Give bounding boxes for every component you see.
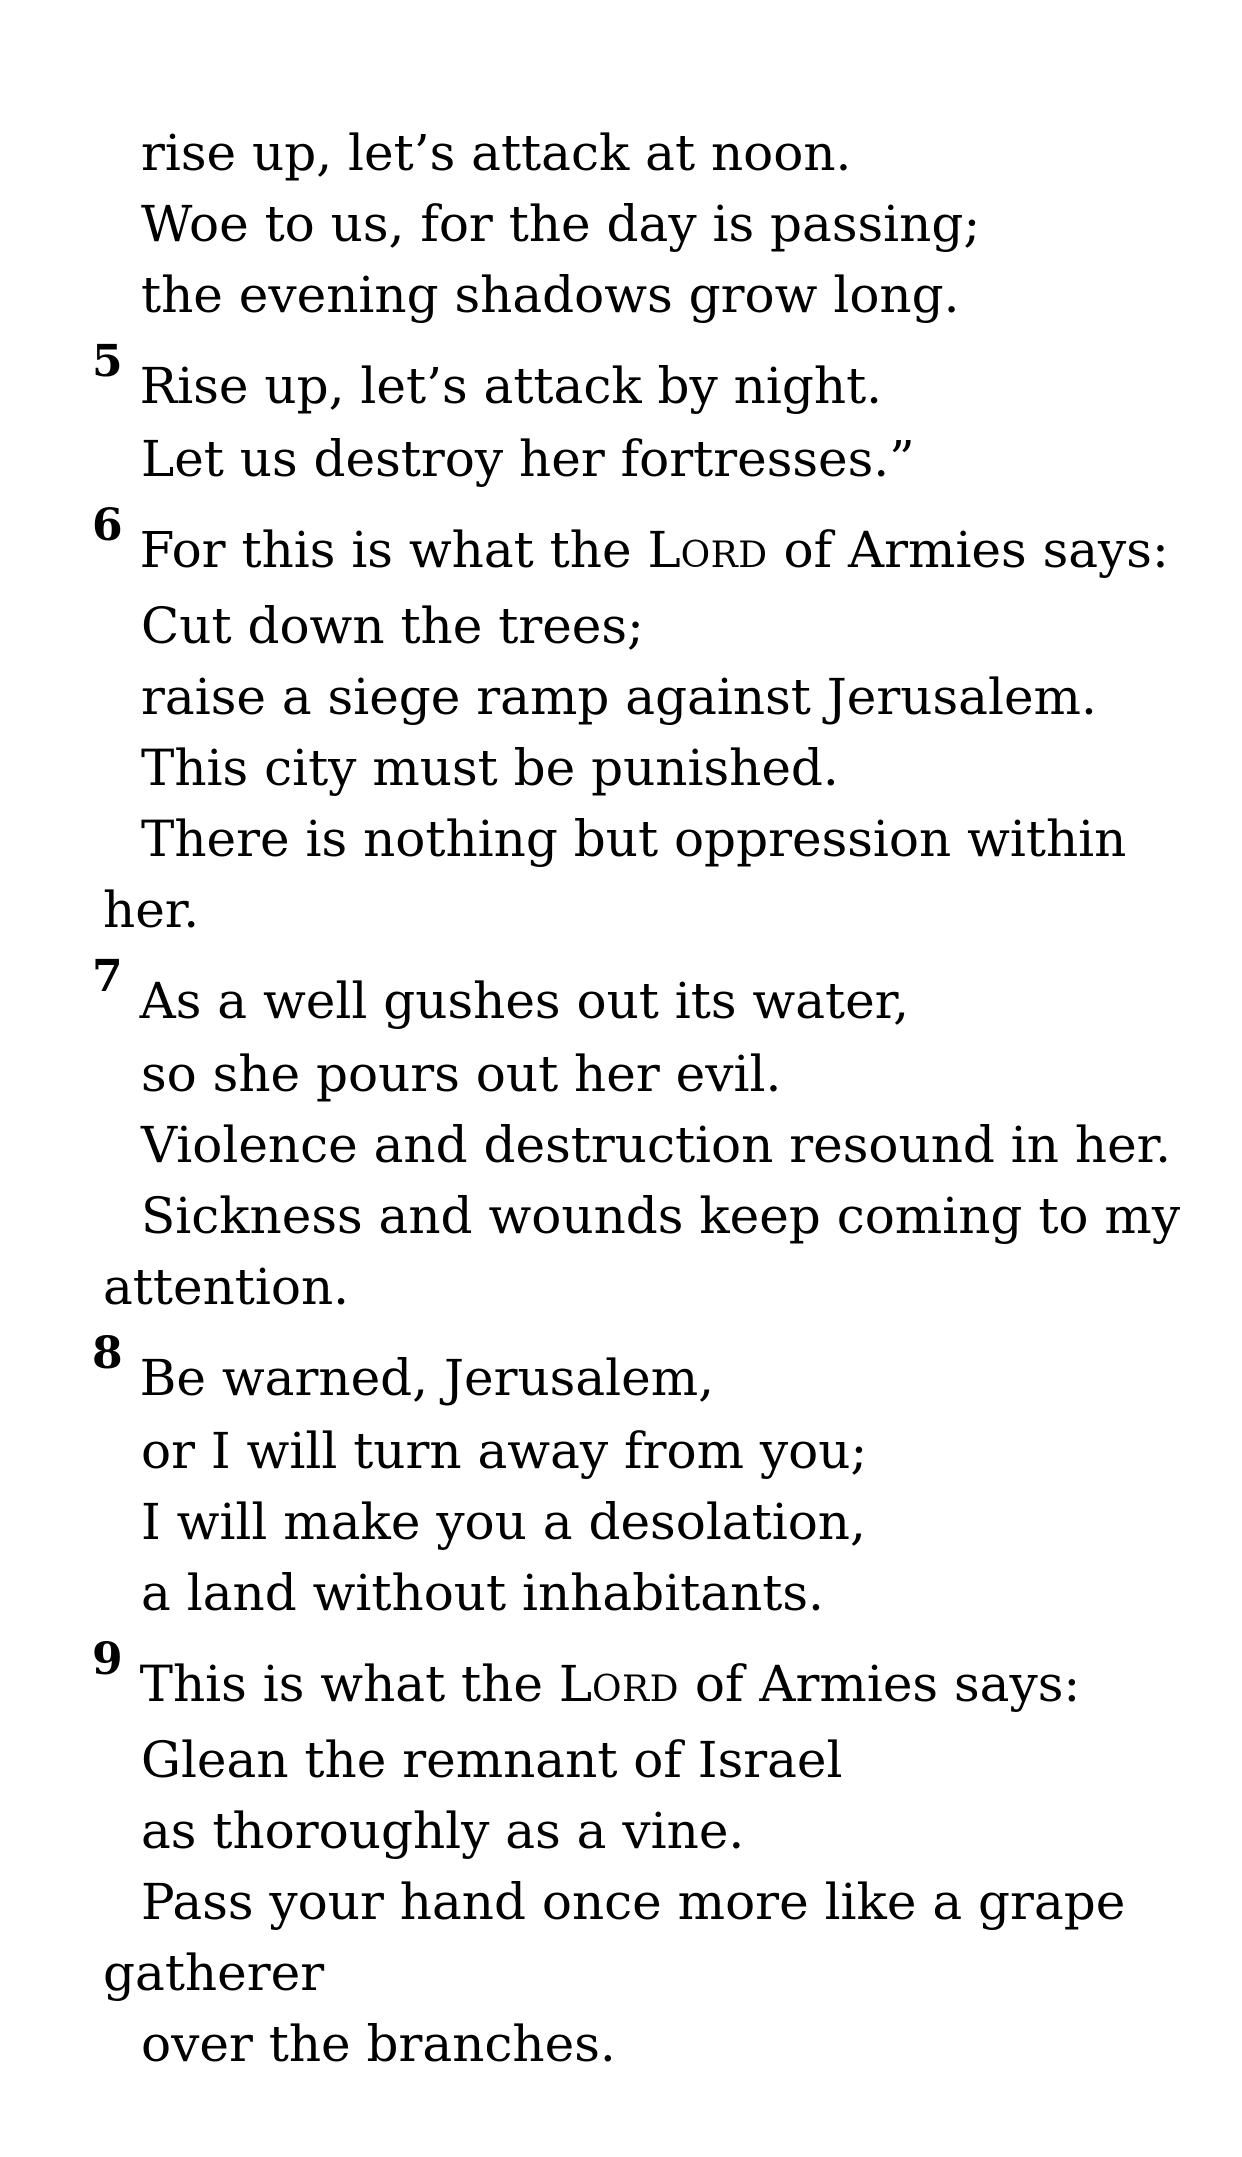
verse-line[interactable]: 6 For this is what the LORD of Armies says: [92,500,1169,579]
verse-line[interactable]: 5 Rise up, let’s attack by night. [92,336,883,415]
wrap-line[interactable]: gatherer [103,1944,325,2002]
poem-line[interactable]: Let us destroy her fortresses.” [141,430,915,488]
verse-number: 5 [92,336,123,387]
poem-line[interactable]: Sickness and wounds keep coming to my [141,1187,1181,1245]
wrap-line[interactable]: her. [103,881,200,939]
verse-line[interactable]: 7 As a well gushes out its water, [92,951,909,1030]
verse-number: 9 [92,1634,123,1685]
poem-line[interactable]: There is nothing but oppression within [141,810,1127,868]
poem-line[interactable]: a land without inhabitants. [141,1564,824,1622]
poem-line[interactable]: raise a siege ramp against Jerusalem. [141,668,1097,726]
small-caps-divine-name: LORD [558,1655,680,1713]
small-caps-divine-name: LORD [647,521,768,579]
poem-line[interactable]: This city must be punished. [141,739,839,797]
verse-line[interactable]: 9 This is what the LORD of Armies says: [92,1634,1081,1713]
verse-number: 6 [92,500,123,551]
poem-line[interactable]: Glean the remnant of Israel [141,1731,843,1789]
poem-line[interactable]: or I will turn away from you; [141,1422,868,1480]
verse-number: 8 [92,1328,123,1379]
verse-line[interactable]: 8 Be warned, Jerusalem, [92,1328,715,1407]
poem-line[interactable]: the evening shadows grow long. [141,266,960,324]
poem-line[interactable]: over the branches. [141,2015,616,2073]
poem-line[interactable]: so she pours out her evil. [141,1045,782,1103]
poem-line[interactable]: Violence and destruction resound in her. [141,1116,1171,1174]
wrap-line[interactable]: attention. [103,1258,350,1316]
poem-line[interactable]: as thoroughly as a vine. [141,1802,745,1860]
poem-line[interactable]: Pass your hand once more like a grape [141,1873,1126,1931]
passage-lines [92,118,1222,2080]
poem-line[interactable]: Cut down the trees; [141,597,644,655]
verse-number: 7 [92,951,123,1002]
poem-line[interactable]: rise up, let’s attack at noon. [141,124,852,182]
poem-line[interactable]: Woe to us, for the day is passing; [141,195,981,253]
poem-line[interactable]: I will make you a desolation, [141,1493,866,1551]
